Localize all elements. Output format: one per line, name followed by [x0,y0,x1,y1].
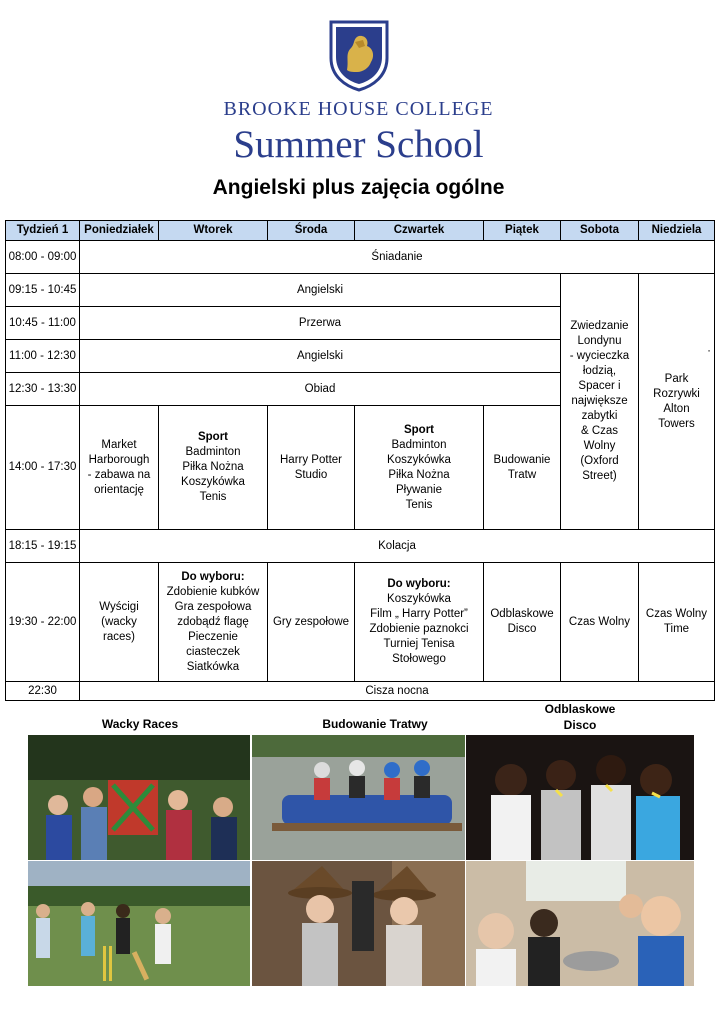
caption-raft-building: Budowanie Tratwy [322,717,428,731]
header-thursday: Czwartek [355,221,484,241]
page-title: Angielski plus zajęcia ogólne [212,176,505,199]
afternoon-friday: Budowanie Tratw [484,406,561,530]
photo-cricket [28,861,250,986]
caption-wacky-races: Wacky Races [101,717,179,731]
header-week: Tydzień 1 [6,221,80,241]
breakfast-cell: Śniadanie [80,241,715,274]
header-sunday: Niedziela [639,221,715,241]
evening-saturday: Czas Wolny [561,563,639,682]
break-cell: Przerwa [80,307,561,340]
time-cell: 22:30 [6,682,80,701]
table-row [6,530,715,563]
photo-harry-potter [252,861,465,986]
table-row [6,274,715,307]
table-row [6,241,715,274]
header-saturday: Sobota [561,221,639,241]
photo-disco [466,735,694,860]
time-cell: 10:45 - 11:00 [6,307,80,340]
time-cell: 09:15 - 10:45 [6,274,80,307]
english-cell: Angielski [80,340,561,373]
afternoon-wednesday: Harry Potter Studio [268,406,355,530]
english-cell: Angielski [80,274,561,307]
header-wednesday: Środa [268,221,355,241]
college-name: BROOKE HOUSE COLLEGE [223,98,494,120]
quiet-cell: Cisza nocna [80,682,715,701]
header-row [6,221,715,241]
table-row [6,682,715,701]
saturday-trip-cell: Zwiedzanie Londynu - wycieczka łodzią, Spacer i największe zabytki & Czas Wolny (Oxford Street) [561,274,639,530]
afternoon-thursday: Sport Badminton Koszykówka Piłka Nożna Pływanie Tenis [355,406,484,530]
time-cell: 19:30 - 22:00 [6,563,80,682]
caption-disco: Odblaskowe Disco [544,702,616,732]
time-cell: 18:15 - 19:15 [6,530,80,563]
photo-raft-building [252,735,465,860]
evening-monday: Wyścigi (wacky races) [80,563,159,682]
table-row [6,563,715,682]
evening-sunday: Czas Wolny Time [639,563,715,682]
lunch-cell: Obiad [80,373,561,406]
evening-friday: Odblaskowe Disco [484,563,561,682]
evening-thursday: Do wyboru: Koszykówka Film „ Harry Potter” Zdobienie paznokci Turniej Tenisa Stołowego [355,563,484,682]
schedule-table [5,220,715,701]
time-cell: 08:00 - 09:00 [6,241,80,274]
time-cell: 12:30 - 13:30 [6,373,80,406]
photo-wacky-races [28,735,250,860]
evening-tuesday: Do wyboru: Zdobienie kubków Gra zespołowa zdobądź flagę Pieczenie ciasteczek Siatkówka [159,563,268,682]
afternoon-monday: Market Harborough - zabawa na orientację [80,406,159,530]
sunday-trip-cell: · Park Rozrywki Alton Towers [639,274,715,530]
summer-school-title: Summer School [233,123,484,166]
time-cell: 11:00 - 12:30 [6,340,80,373]
afternoon-tuesday: Sport Badminton Piłka Nożna Koszykówka Tenis [159,406,268,530]
header-friday: Piątek [484,221,561,241]
photo-baking [466,861,694,986]
dinner-cell: Kolacja [80,530,715,563]
college-crest-icon [329,20,389,92]
time-cell: 14:00 - 17:30 [6,406,80,530]
header-monday: Poniedziałek [80,221,159,241]
evening-wednesday: Gry zespołowe [268,563,355,682]
header-tuesday: Wtorek [159,221,268,241]
